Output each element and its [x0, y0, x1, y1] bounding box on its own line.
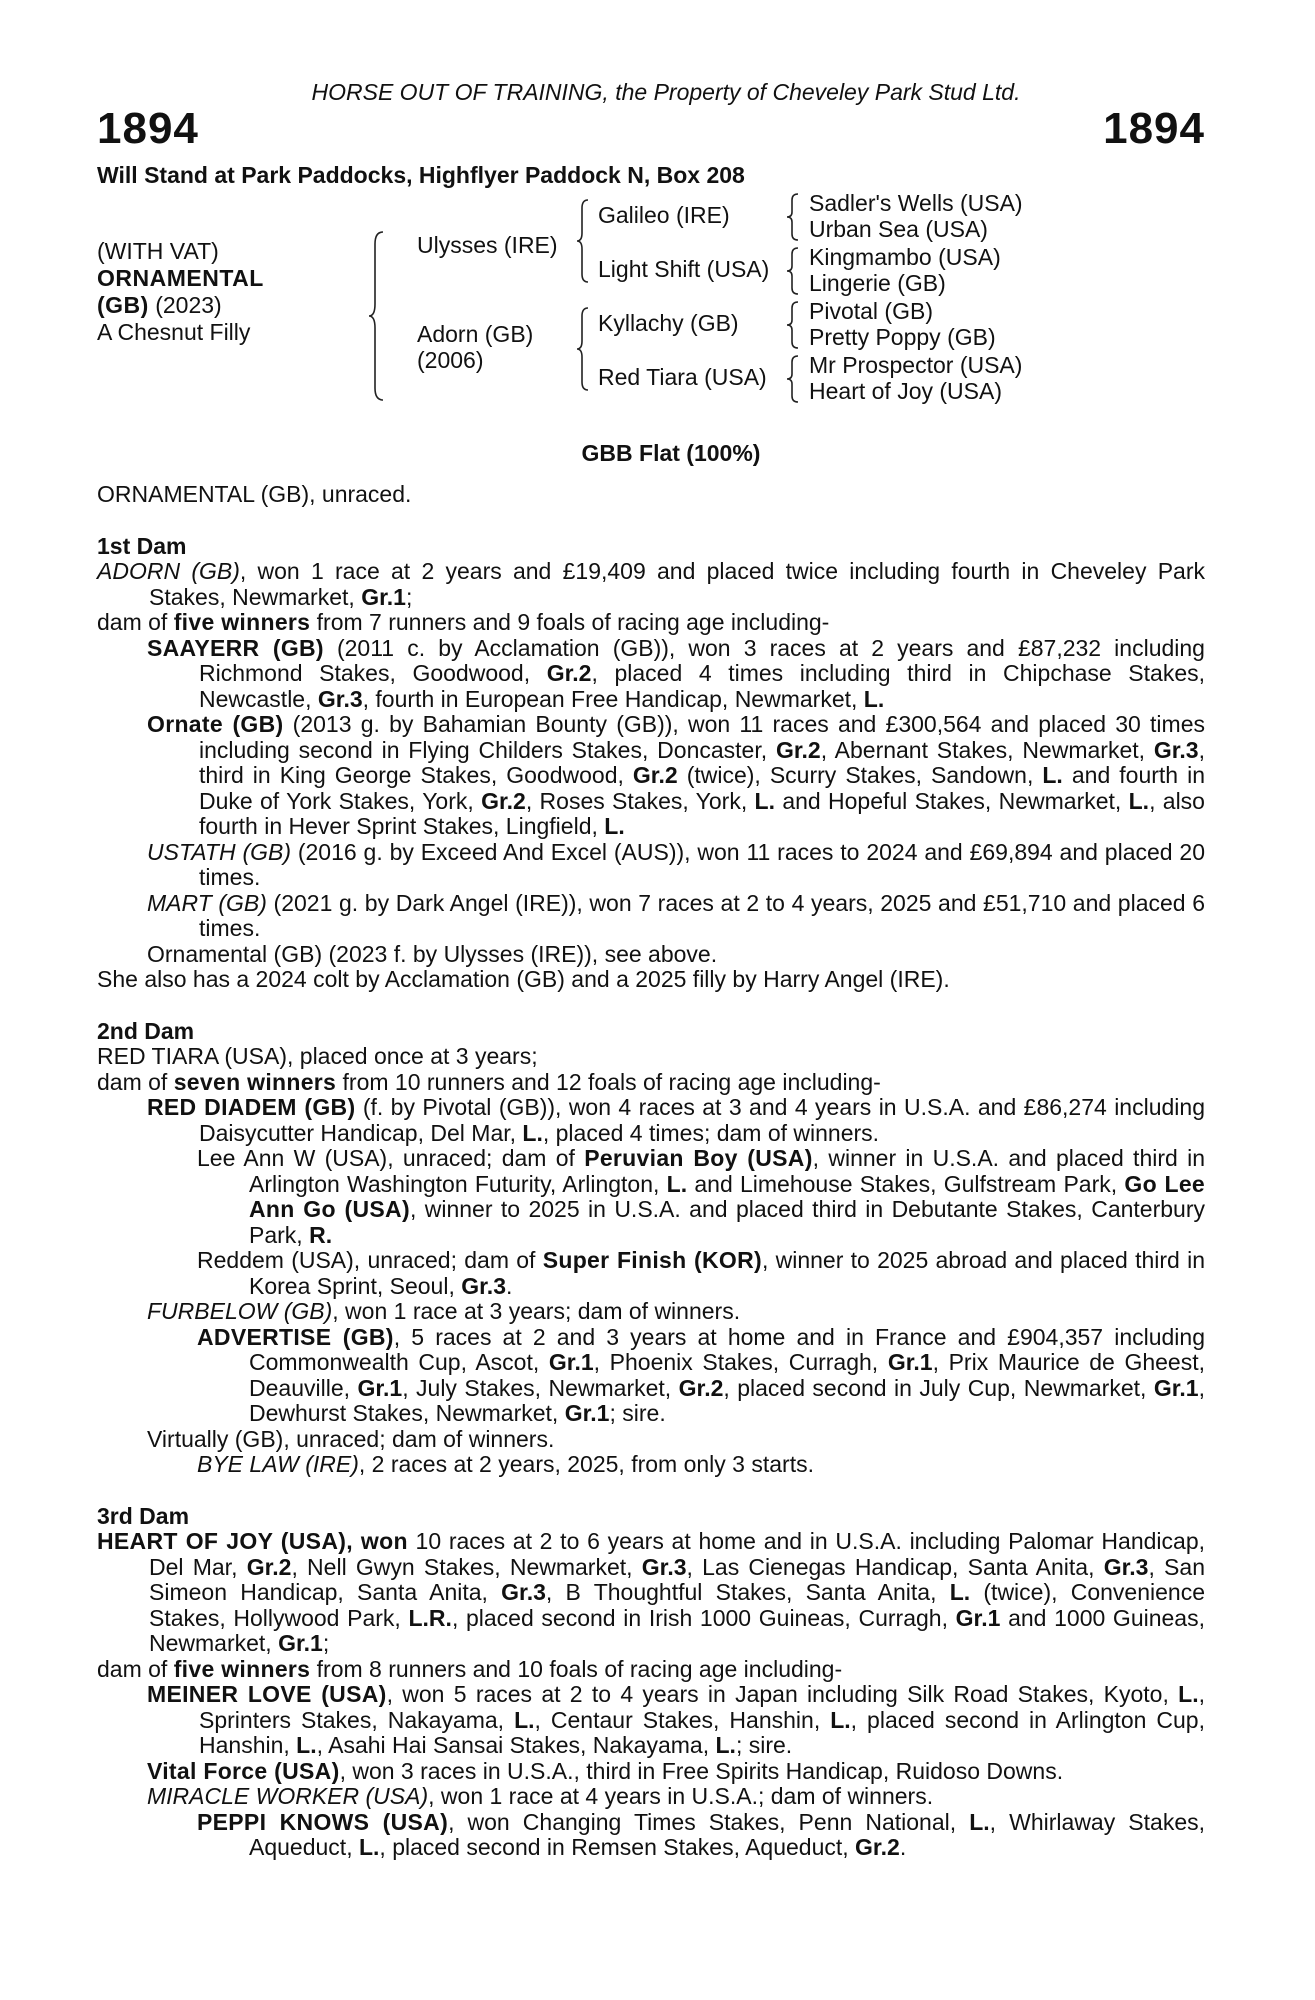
grade: Gr.3	[501, 1579, 546, 1605]
dam-year: (2006)	[417, 347, 484, 373]
text: , Nell Gwyn Stakes, Newmarket,	[291, 1553, 642, 1580]
text: ; sire.	[735, 1732, 793, 1758]
text: .	[506, 1272, 513, 1299]
grade: Gr.3	[1153, 736, 1199, 763]
text: , B Thoughtful Stakes, Santa Anita,	[545, 1579, 950, 1605]
winners-count: five winners	[173, 1655, 311, 1682]
horse-name: Peruvian Boy (USA)	[584, 1145, 813, 1171]
text: , Phoenix Stakes, Curragh,	[593, 1349, 888, 1375]
grade: L.	[296, 1732, 317, 1758]
first-dam-record	[97, 559, 1205, 610]
pedigree-brace-dam	[575, 306, 591, 392]
grade: L.	[358, 1834, 380, 1860]
third-dam-produce-summary	[97, 1657, 1205, 1683]
subject-horse	[97, 238, 264, 346]
horse-name: RED DIADEM (GB)	[147, 1094, 356, 1120]
text: , placed second in Arlington Cup, Hanshin,	[199, 1706, 1205, 1758]
text: , San Simeon Handicap, Santa Anita,	[149, 1553, 1205, 1605]
grade: L.	[1128, 787, 1150, 814]
text: Lee Ann W (USA), unraced; dam of	[197, 1145, 585, 1171]
dam-dam: Red Tiara (USA)	[598, 364, 767, 390]
catalogue-page	[97, 78, 1205, 1861]
text: and 1000 Guineas, Newmarket,	[149, 1604, 1205, 1656]
text: ; sire.	[609, 1400, 666, 1426]
grade: Gr.1	[955, 1604, 1001, 1631]
winners-count: seven winners	[173, 1068, 337, 1095]
horse-name: USTATH (GB)	[147, 838, 291, 865]
text: , Whirlaway Stakes, Aqueduct,	[249, 1808, 1205, 1860]
text: ;	[405, 583, 413, 610]
text: , winner to 2025 in U.S.A. and placed third in Debutante Stakes, Canterbury Park,	[249, 1196, 1205, 1248]
text: , Sprinters Stakes, Nakayama,	[199, 1681, 1205, 1733]
text: from 7 runners and 9 foals of racing age including-	[310, 609, 830, 635]
produce-saayerr	[97, 636, 1205, 713]
grade: L.	[1178, 1681, 1199, 1707]
horse-year: (2023)	[155, 292, 222, 318]
grade: Gr.2	[775, 736, 821, 763]
granddam-line-1: Sadler's Wells (USA)	[809, 190, 1023, 216]
second-dam-produce-summary	[97, 1070, 1205, 1096]
grade: L.	[522, 1119, 543, 1146]
horse-name: Ornate (GB)	[147, 711, 284, 737]
horse-name: SAAYERR (GB)	[147, 634, 324, 661]
gbb-flat: GBB Flat (100%)	[581, 440, 761, 466]
text: , Abernant Stakes, Newmarket,	[820, 736, 1154, 763]
text: , Las Cienegas Handicap, Santa Anita,	[686, 1553, 1104, 1580]
first-dam-name: ADORN (GB)	[97, 558, 240, 584]
first-dam-heading: 1st Dam	[97, 532, 187, 559]
second-dam-heading: 2nd Dam	[97, 1017, 195, 1044]
text: , 5 races at 2 and 3 years at home and in France and £904,357 including Commonwealth Cup, Ascot,	[249, 1323, 1206, 1375]
grade: Gr.2	[546, 660, 592, 686]
text: , won Changing Times Stakes, Penn National,	[448, 1808, 970, 1835]
grade: L.	[1042, 762, 1063, 788]
grade: Gr.1	[1153, 1374, 1199, 1401]
text: and Hopeful Stakes, Newmarket,	[775, 787, 1129, 814]
grade: Gr.1	[361, 583, 406, 610]
text: (2013 g. by Bahamian Bounty (GB)), won 11 races and £300,564 and placed 30 times including second in Flying Childers Stakes, Doncaster,	[199, 711, 1205, 763]
grade: L.	[514, 1706, 535, 1733]
grade: Gr.1	[887, 1349, 933, 1375]
grade: L.	[830, 1706, 851, 1733]
text: , Centaur Stakes, Hanshin,	[534, 1706, 831, 1733]
granddam-line-4: Lingerie (GB)	[809, 270, 946, 296]
grade: Gr.2	[246, 1553, 292, 1580]
pedigree-brace-g56	[785, 300, 801, 350]
pedigree-brace-g78	[785, 354, 801, 404]
text: 10 races at 2 to 6 years at home and in U.S.A. including Palomar Handicap, Del Mar,	[149, 1528, 1206, 1580]
pedigree-brace-main	[367, 230, 387, 402]
text: (twice), Convenience Stakes, Hollywood Park,	[149, 1579, 1205, 1631]
unraced-note: ORNAMENTAL (GB), unraced.	[97, 481, 412, 507]
produce-mart	[97, 891, 1205, 942]
lot-number-right: 1894	[1103, 104, 1205, 153]
first-dam-produce-summary	[97, 610, 1205, 636]
horse-name: MIRACLE WORKER (USA)	[147, 1783, 429, 1809]
horse-name: Go Lee Ann Go (USA)	[249, 1170, 1205, 1222]
text: , won 5 races at 2 to 4 years in Japan including Silk Road Stakes, Kyoto,	[386, 1681, 1179, 1707]
stand-location: Will Stand at Park Paddocks, Highflyer Paddock N, Box 208	[97, 162, 745, 188]
horse-name: MART (GB)	[147, 889, 267, 916]
pedigree-chart	[97, 190, 1205, 432]
grade: Gr.1	[357, 1374, 403, 1401]
second-dam-record: RED TIARA (USA), placed once at 3 years;	[97, 1043, 538, 1069]
produce-virtually: Virtually (GB), unraced; dam of winners.	[147, 1425, 555, 1452]
text: , also fourth in Hever Sprint Stakes, Lingfield,	[199, 787, 1205, 839]
first-dam-text: , won 1 race at 2 years and £19,409 and placed twice including fourth in Cheveley Park Stakes, Newmarket,	[149, 558, 1206, 610]
granddam-line-5: Pivotal (GB)	[809, 298, 933, 324]
grade: Gr.1	[548, 1349, 594, 1375]
horse-name: BYE LAW (IRE)	[197, 1451, 359, 1477]
dam: Adorn (GB)	[417, 321, 534, 347]
grade: L.	[949, 1579, 971, 1605]
text: , winner to 2025 abroad and placed third in Korea Sprint, Seoul,	[249, 1247, 1205, 1299]
dam-sire: Kyllachy (GB)	[598, 310, 739, 336]
pedigree-brace-g34	[785, 246, 801, 296]
produce-peppi-knows	[97, 1810, 1205, 1861]
grade: L.	[863, 685, 885, 712]
grade: Gr.3	[641, 1553, 687, 1580]
text: .	[899, 1834, 907, 1860]
won-label: , won	[346, 1528, 408, 1554]
text: , Roses Stakes, York,	[525, 787, 755, 814]
text: dam of	[97, 1655, 174, 1682]
granddam-line-8: Heart of Joy (USA)	[809, 378, 1002, 404]
text: Reddem (USA), unraced; dam of	[197, 1247, 543, 1273]
produce-ornate	[97, 712, 1205, 840]
text: , placed second in Irish 1000 Guineas, Curragh,	[451, 1604, 956, 1631]
produce-red-diadem	[97, 1095, 1205, 1146]
produce-lee-ann-w	[97, 1146, 1205, 1248]
grade: Gr.2	[632, 762, 678, 788]
text: , 2 races at 2 years, 2025, from only 3 starts.	[358, 1451, 814, 1477]
produce-ustath	[97, 840, 1205, 891]
text: (twice), Scurry Stakes, Sandown,	[677, 762, 1043, 788]
text: dam of	[97, 609, 174, 635]
produce-advertise	[97, 1325, 1205, 1427]
text: , won 3 races in U.S.A., third in Free Spirits Handicap, Ruidoso Downs.	[339, 1757, 1064, 1784]
lot-number-left: 1894	[97, 104, 199, 153]
horse-description: A Chesnut Filly	[97, 319, 251, 345]
grade: Gr.1	[278, 1630, 323, 1656]
produce-furbelow	[97, 1299, 1205, 1325]
sire: Ulysses (IRE)	[417, 232, 558, 258]
third-dam-heading: 3rd Dam	[97, 1502, 190, 1529]
text: , fourth in European Free Handicap, Newmarket,	[362, 685, 864, 712]
horse-origin: (GB)	[97, 292, 149, 318]
grade: Gr.3	[1103, 1553, 1149, 1580]
text: from 10 runners and 12 foals of racing age including-	[336, 1068, 881, 1095]
text: and fourth in Duke of York Stakes, York,	[199, 762, 1206, 814]
text: dam of	[97, 1068, 174, 1095]
produce-reddem	[97, 1248, 1205, 1299]
text: ;	[322, 1630, 330, 1656]
first-dam-foals-note: She also has a 2024 colt by Acclamation (GB) and a 2025 filly by Harry Angel (IRE).	[97, 966, 950, 992]
horse-name: PEPPI KNOWS (USA)	[197, 1808, 449, 1835]
grade: L.	[754, 787, 775, 814]
granddam-line-6: Pretty Poppy (GB)	[809, 324, 996, 350]
text: , placed second in Remsen Stakes, Aqueduct,	[379, 1834, 856, 1860]
text: and Limehouse Stakes, Gulfstream Park,	[687, 1170, 1125, 1197]
grade: Gr.3	[317, 685, 363, 712]
text: , placed 4 times including third in Chipchase Stakes, Newcastle,	[199, 660, 1206, 712]
grade: Gr.3	[461, 1272, 506, 1299]
grade: L.R.	[408, 1604, 452, 1631]
granddam-line-7: Mr Prospector (USA)	[809, 352, 1023, 378]
grade: Gr.2	[481, 787, 526, 814]
granddam-line-2: Urban Sea (USA)	[809, 216, 988, 242]
text: , third in King George Stakes, Goodwood,	[199, 736, 1205, 788]
grade: L.	[715, 1732, 736, 1758]
horse-name: MEINER LOVE (USA)	[147, 1681, 387, 1707]
horse-name: Vital Force (USA)	[147, 1757, 340, 1784]
grade: L.	[969, 1808, 990, 1835]
grade: L.	[666, 1170, 688, 1197]
winners-count: five winners	[173, 609, 311, 635]
page-heading: HORSE OUT OF TRAINING, the Property of Cheveley Park Stud Ltd.	[311, 79, 1021, 105]
vat-note: (WITH VAT)	[97, 238, 219, 264]
pedigree-brace-g12	[785, 192, 801, 242]
text: (f. by Pivotal (GB)), won 4 races at 3 and 4 years in U.S.A. and £86,274 including Daisycutter Handicap, Del Mar,	[199, 1094, 1205, 1146]
text: , Dewhurst Stakes, Newmarket,	[249, 1374, 1205, 1426]
grade: Gr.2	[855, 1834, 900, 1860]
grade: R.	[309, 1221, 333, 1248]
produce-ornamental: Ornamental (GB) (2023 f. by Ulysses (IRE)), see above.	[147, 940, 718, 967]
text: , Prix Maurice de Gheest, Deauville,	[249, 1349, 1205, 1401]
grade: Gr.1	[564, 1400, 610, 1426]
text: from 8 runners and 10 foals of racing age including-	[310, 1655, 843, 1682]
produce-miracle-worker	[97, 1784, 1205, 1810]
text: (2016 g. by Exceed And Excel (AUS)), won 11 races to 2024 and £69,894 and placed 20 times.	[199, 838, 1206, 890]
text: , Asahi Hai Sansai Stakes, Nakayama,	[316, 1732, 716, 1758]
grade: Gr.2	[678, 1374, 724, 1401]
text: (2021 g. by Dark Angel (IRE)), won 7 races at 2 to 4 years, 2025 and £51,710 and placed 6 times.	[199, 889, 1205, 941]
text: , won 1 race at 3 years; dam of winners.	[332, 1298, 741, 1324]
pedigree-brace-sire	[575, 198, 591, 284]
horse-name: FURBELOW (GB)	[147, 1298, 333, 1324]
text: , won 1 race at 4 years in U.S.A.; dam of winners.	[428, 1783, 934, 1809]
text: , July Stakes, Newmarket,	[402, 1374, 679, 1401]
lot-line	[97, 106, 1205, 160]
text: (2011 c. by Acclamation (GB)), won 3 races at 2 years and £87,232 including Richmond Stakes, Goodwood,	[199, 634, 1205, 686]
produce-vital-force	[97, 1759, 1205, 1785]
produce-meiner-love	[97, 1682, 1205, 1759]
grade: L.	[604, 813, 625, 839]
granddam-line-3: Kingmambo (USA)	[809, 244, 1001, 270]
text: , placed 4 times; dam of winners.	[542, 1119, 880, 1146]
horse-name: ADVERTISE (GB)	[197, 1323, 394, 1350]
horse-name: ORNAMENTAL	[97, 265, 264, 291]
text: , winner in U.S.A. and placed third in Arlington Washington Futurity, Arlington,	[249, 1145, 1205, 1197]
produce-bye-law	[97, 1452, 1205, 1478]
text: , placed second in July Cup, Newmarket,	[723, 1374, 1154, 1401]
horse-name: HEART OF JOY (USA)	[97, 1528, 347, 1554]
sire-sire: Galileo (IRE)	[598, 202, 730, 228]
third-dam-record	[97, 1529, 1205, 1657]
horse-name: Super Finish (KOR)	[542, 1247, 762, 1273]
sire-dam: Light Shift (USA)	[598, 256, 770, 282]
